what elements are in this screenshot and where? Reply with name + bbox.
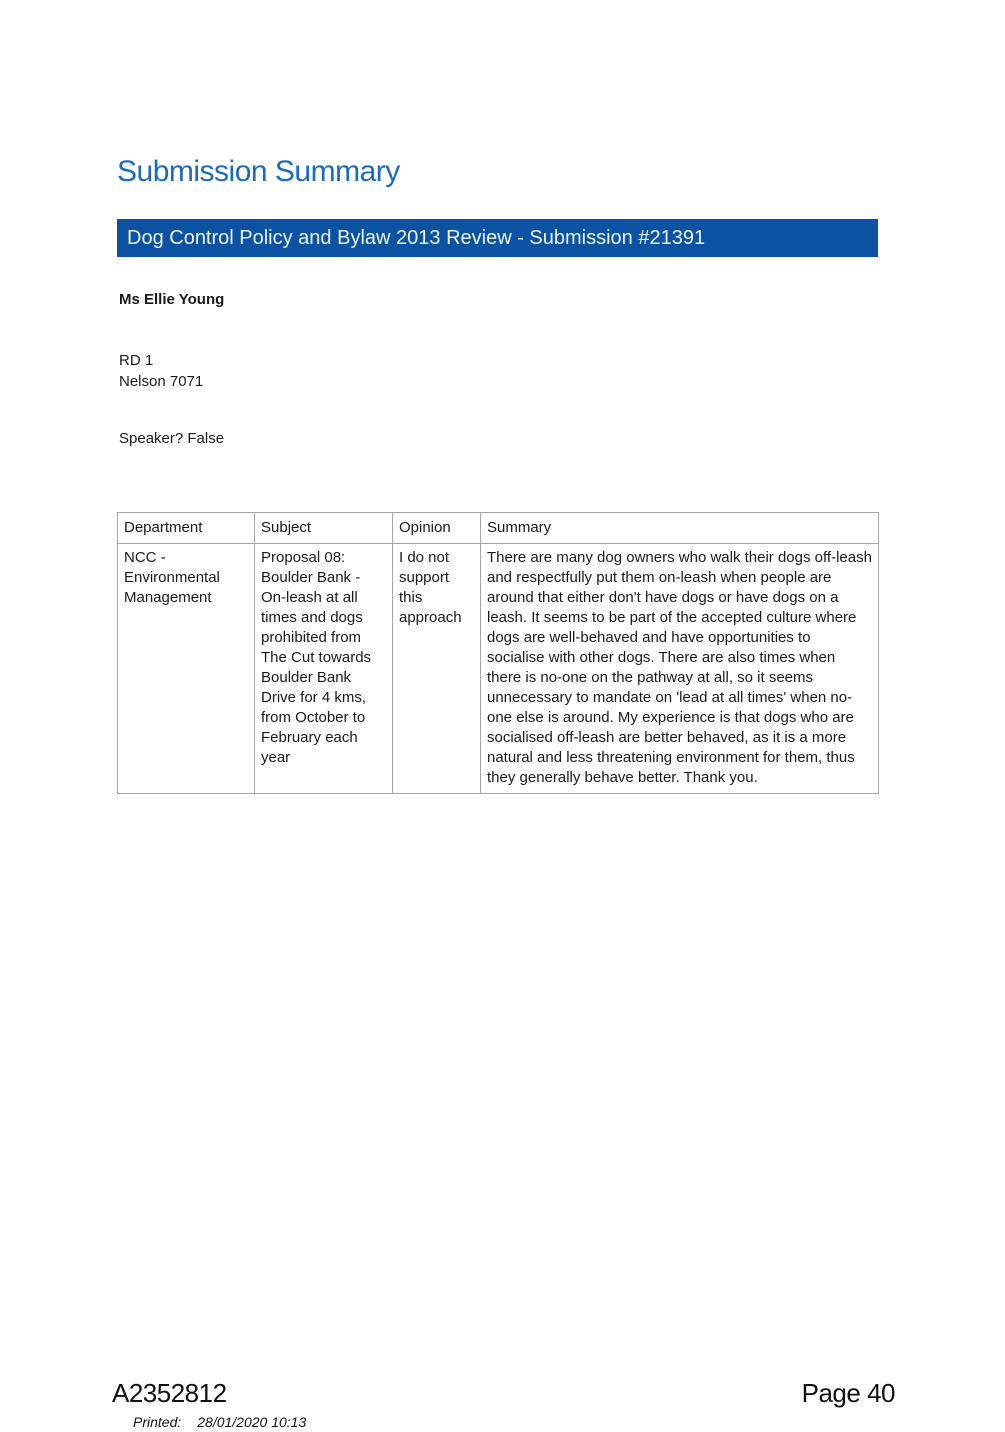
column-header-subject: Subject — [255, 513, 393, 544]
address-line-1: RD 1 — [119, 352, 154, 369]
cell-opinion: I do not support this approach — [393, 544, 481, 794]
table-header-row — [118, 513, 879, 544]
address-line-2: Nelson 7071 — [119, 373, 204, 390]
printed-value: 28/01/2020 10:13 — [197, 1414, 307, 1430]
submission-table — [117, 512, 879, 794]
speaker-status: Speaker? False — [119, 430, 225, 447]
page-title: Submission Summary — [117, 155, 400, 188]
printed-label: Printed: — [133, 1414, 182, 1430]
cell-subject: Proposal 08: Boulder Bank - On-leash at all times and dogs prohibited from The Cut towards Boulder Bank Drive for 4 kms, from October to February each year — [255, 544, 393, 794]
column-header-department: Department — [118, 513, 255, 544]
submitter-address — [119, 350, 203, 392]
column-header-opinion: Opinion — [393, 513, 481, 544]
document-id: A2352812 — [112, 1378, 227, 1408]
cell-summary: There are many dog owners who walk their dogs off-leash and respectfully put them on-leash when people are around that either don't have dogs or have dogs on a leash. It seems to be part of the accepted culture where dogs are well-behaved and have opportunities to socialise with other dogs. There are also times when there is no-one on the pathway at all, so it seems unnecessary to mandate on 'lead at all times' when no-one else is around. My experience is that dogs who are socialised off-leash are better behaved, as it is a more natural and less threatening environment for them, thus they generally behave better. Thank you. — [481, 544, 879, 794]
submitter-name: Ms Ellie Young — [119, 291, 225, 308]
submission-banner — [117, 219, 878, 257]
page-number: Page 40 — [801, 1378, 895, 1408]
column-header-summary: Summary — [481, 513, 879, 544]
cell-department: NCC - Environmental Management — [118, 544, 255, 794]
table-row — [118, 544, 879, 794]
submission-banner-text: Dog Control Policy and Bylaw 2013 Review - Submission #21391 — [127, 226, 706, 249]
printed-timestamp — [133, 1414, 306, 1430]
